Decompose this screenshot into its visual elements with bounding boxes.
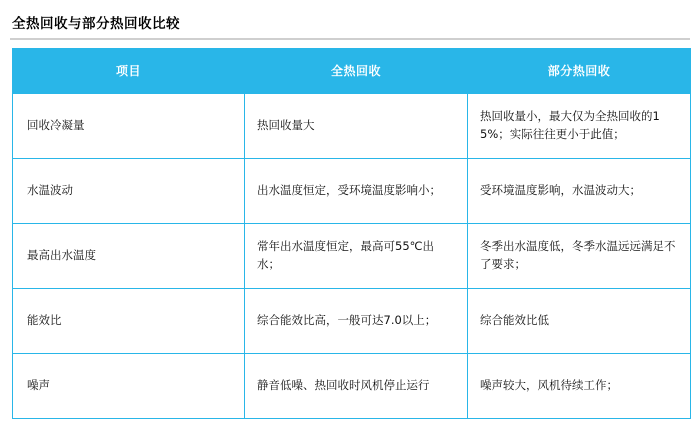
- table-row: [13, 224, 691, 289]
- cell-text: 出水温度恒定，受环境温度影响小；: [257, 183, 441, 198]
- cell-item: [13, 94, 245, 159]
- cell-full-heat-recovery: [245, 159, 468, 224]
- table-header-row: [13, 49, 691, 94]
- cell-item: [13, 224, 245, 289]
- cell-text: 常年出水温度恒定，最高可55℃出水；: [257, 239, 435, 271]
- cell-text: 热回收量小，最大仅为全热回收的15%；实际往往更小于此值；: [480, 109, 660, 141]
- table-header: [13, 49, 691, 94]
- column-header-partial-heat-recovery: 部分热回收: [468, 49, 691, 94]
- cell-text: 能效比: [27, 313, 62, 328]
- cell-text: 冬季出水温度低，冬季水温远远满足不了要求；: [480, 239, 676, 271]
- column-header-full-heat-recovery: 全热回收: [245, 49, 468, 94]
- cell-partial-heat-recovery: [468, 224, 691, 289]
- page-title: 全热回收与部分热回收比较: [12, 16, 180, 32]
- cell-partial-heat-recovery: [468, 354, 691, 419]
- cell-full-heat-recovery: [245, 94, 468, 159]
- cell-partial-heat-recovery: [468, 94, 691, 159]
- cell-text: 综合能效比高，一般可达7.0以上；: [257, 313, 437, 328]
- title-divider: [10, 38, 690, 40]
- cell-text: 热回收量大: [257, 118, 315, 133]
- cell-item: [13, 289, 245, 354]
- table-row: [13, 289, 691, 354]
- cell-full-heat-recovery: [245, 224, 468, 289]
- cell-text: 静音低噪、热回收时风机停止运行: [257, 378, 430, 393]
- comparison-table: [12, 48, 691, 419]
- cell-partial-heat-recovery: [468, 159, 691, 224]
- cell-item: [13, 354, 245, 419]
- column-header-item: 项目: [13, 49, 245, 94]
- cell-text: 水温波动: [27, 183, 73, 198]
- cell-full-heat-recovery: [245, 354, 468, 419]
- table-body: [13, 94, 691, 419]
- cell-text: 最高出水温度: [27, 248, 96, 263]
- cell-item: [13, 159, 245, 224]
- cell-text: 综合能效比低: [480, 313, 549, 328]
- cell-partial-heat-recovery: [468, 289, 691, 354]
- cell-text: 受环境温度影响，水温波动大；: [480, 183, 641, 198]
- cell-text: 噪声较大，风机待续工作；: [480, 378, 618, 393]
- cell-text: 噪声: [27, 378, 50, 393]
- cell-text: 回收冷凝量: [27, 118, 85, 133]
- table-row: [13, 354, 691, 419]
- page-bottom-margin: [10, 419, 690, 437]
- cell-full-heat-recovery: [245, 289, 468, 354]
- table-row: [13, 94, 691, 159]
- table-row: [13, 159, 691, 224]
